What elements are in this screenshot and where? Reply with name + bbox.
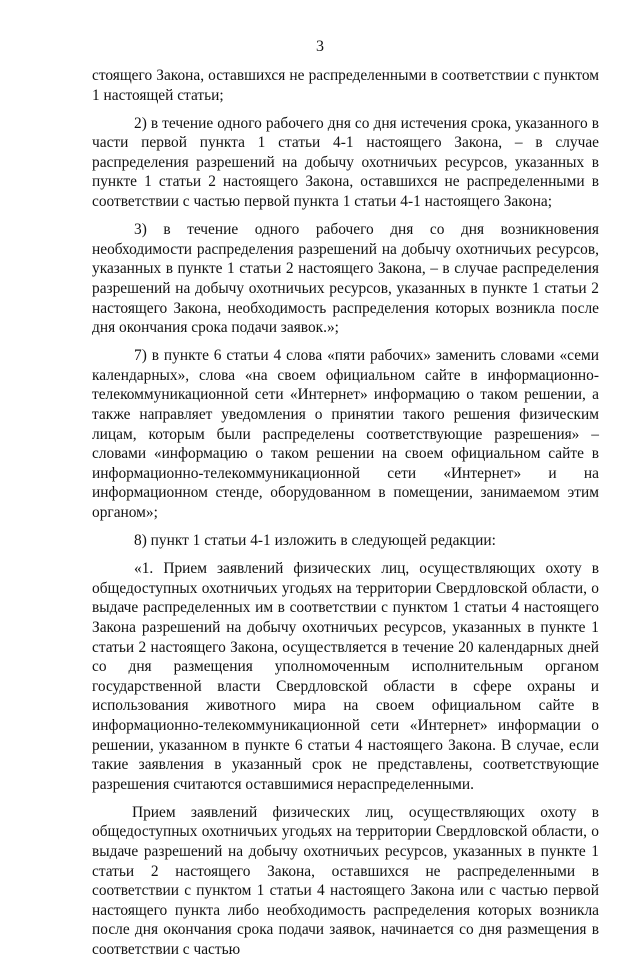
paragraph-item-7: 7) в пункте 6 статьи 4 слова «пяти рабочих» заменить словами «семи календарных», слова «на своем официальном сайте в информационно-телекоммуникационной сети «Интернет» информацию о таком решении, а также направляет уведомления о принятии такого решения физическим лицам, которым были распределены соответствующие разрешения» – словами «информацию о таком решении на своем официальном сайте в информационно-телекоммуникационной сети «Интернет» и на информационном стенде, оборудованном в помещении, занимаемом этим органом»; xyxy=(92,347,599,521)
paragraph-item-2: 2) в течение одного рабочего дня со дня истечения срока, указанного в части первой пункта 1 статьи 4-1 настоящего Закона, – в случае распределения разрешений на добычу охотничьих ресурсов, указанных в пункте 1 статьи 2 настоящего Закона, оставшихся не распределенными в соответствии с частью первой пункта 1 статьи 4-1 настоящего Закона; xyxy=(92,114,599,211)
paragraph-item-3: 3) в течение одного рабочего дня со дня возникновения необходимости распределения разрешений на добычу охотничьих ресурсов, указанных в пункте 1 статьи 2 настоящего Закона, – в случае распределения разрешений на добычу охотничьих ресурсов, указанных в пункте 1 статьи 2 настоящего Закона, необходимость распределения которых возникла после дня окончания срока подачи заявок.»; xyxy=(92,221,599,337)
paragraph-continuation: стоящего Закона, оставшихся не распределенными в соответствии с пунктом 1 настоящей статьи; xyxy=(92,67,599,104)
paragraph-quoted-point-1: «1. Прием заявлений физических лиц, осуществляющих охоту в общедоступных охотничьих угодьях на территории Свердловской области, о выдаче распределенных им в соответствии с пунктом 1 статьи 4 настоящего Закона разрешений на добычу охотничьих ресурсов, указанных в пункте 1 статьи 2 настоящего Закона, осуществляется в течение 20 календарных дней со дня размещения уполномоченным исполнительным органом государственной власти Свердловской области в сфере охраны и использования животного мира на своем официальном сайте в информационно-телекоммуникационной сети «Интернет» информации о решении, указанном в пункте 6 статьи 4 настоящего Закона. В случае, если такие заявления в указанный срок не представлены, соответствующие разрешения считаются оставшимися нераспределенными. xyxy=(92,560,599,793)
document-body xyxy=(92,66,599,968)
paragraph-item-8: 8) пункт 1 статьи 4-1 изложить в следующей редакции: xyxy=(134,532,496,550)
paragraph-reception-of-applications: Прием заявлений физических лиц, осуществляющих охоту в общедоступных охотничьих угодьях на территории Свердловской области, о выдаче разрешений на добычу охотничьих ресурсов, указанных в пункте 1 статьи 2 настоящего Закона, оставшихся не распределенными в соответствии с пунктом 1 статьи 4 настоящего Закона или с частью первой настоящего пункта либо необходимость распределения которых возникла после дня окончания срока подачи заявок, начинается со дня размещения в соответствии с частью xyxy=(92,803,599,958)
page-number: 3 xyxy=(316,38,324,55)
